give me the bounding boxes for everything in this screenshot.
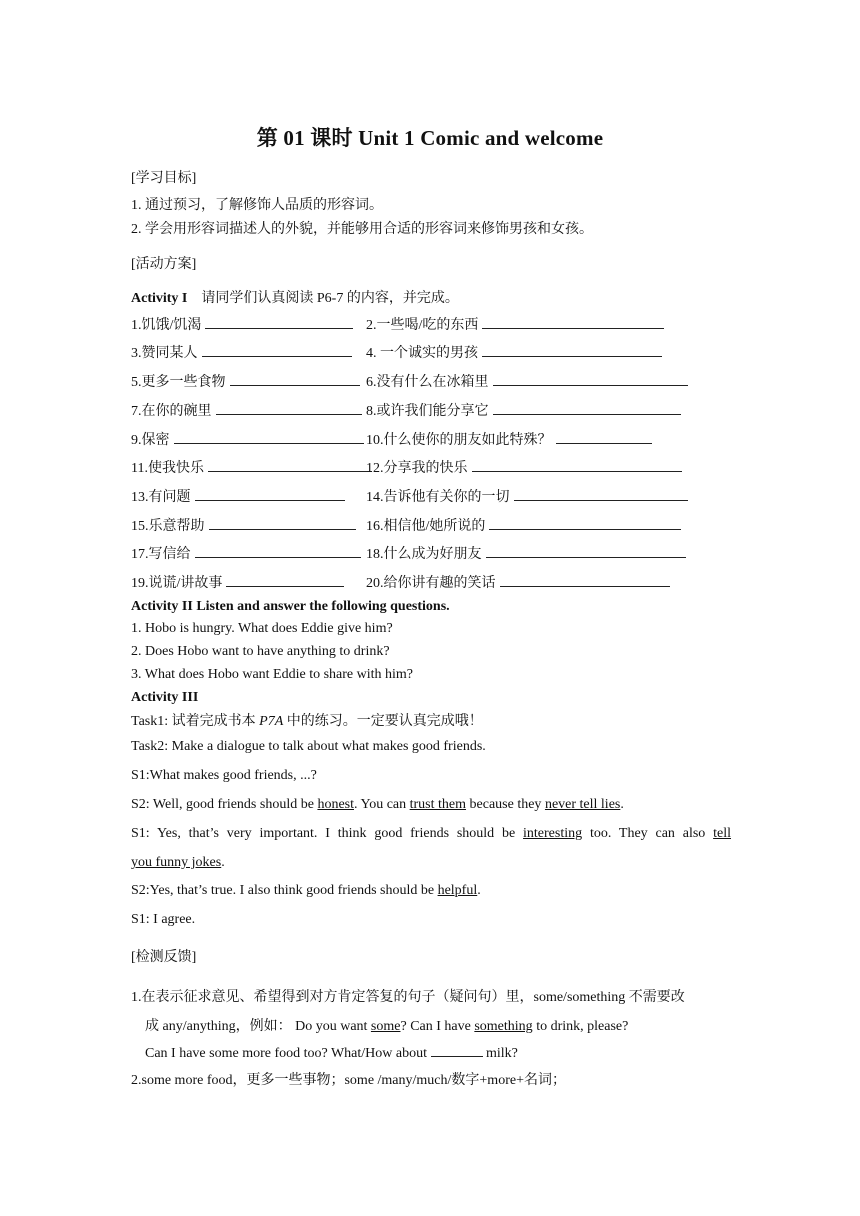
feedback-text: milk? [482, 1046, 518, 1061]
answer-blank[interactable] [482, 343, 662, 357]
feedback-1-line2 [145, 1015, 628, 1035]
vocab-prompt: 5.更多一些食物 [131, 375, 226, 390]
answer-blank[interactable] [226, 573, 344, 587]
answer-blank[interactable] [216, 401, 362, 415]
vocab-prompt: 13.有问题 [131, 490, 191, 505]
activity1-heading [131, 287, 459, 307]
vocab-item-left [131, 572, 344, 592]
vocab-prompt: 20.给你讲有趣的笑话 [366, 576, 496, 591]
dialogue-s2-line1 [131, 797, 624, 813]
vocab-prompt: 8.或许我们能分享它 [366, 404, 489, 419]
underlined-word: you funny jokes [131, 855, 222, 870]
goal-1: 1. 通过预习，了解修饰人品质的形容词。 [131, 198, 383, 213]
activity2-question-2: 2. Does Hobo want to have anything to drink? [131, 644, 390, 659]
task1-text: Task1: 试着完成书本 [131, 714, 260, 729]
answer-blank[interactable] [174, 430, 364, 444]
feedback-2: 2.some more food，更多一些事物；some /many/much/数字+more+名词； [131, 1073, 566, 1088]
answer-blank[interactable] [230, 372, 360, 386]
vocab-item-right [366, 400, 681, 420]
answer-blank[interactable] [205, 315, 353, 329]
vocab-item-left [131, 486, 345, 506]
vocab-prompt: 3.赞同某人 [131, 346, 198, 361]
task2: Task2: Make a dialogue to talk about what makes good friends. [131, 739, 486, 754]
vocab-item-left [131, 371, 360, 391]
answer-blank[interactable] [431, 1044, 483, 1057]
answer-blank[interactable] [556, 430, 652, 444]
dialogue-text: S2:Yes, that’s true. I also think good friends should be [131, 883, 438, 898]
answer-blank[interactable] [493, 372, 688, 386]
vocab-prompt: 17.写信给 [131, 547, 191, 562]
activity2-heading: Activity II Listen and answer the following questions. [131, 599, 450, 614]
vocab-item-right [366, 429, 652, 449]
feedback-1-line3 [145, 1044, 518, 1062]
dialogue-text: . [477, 883, 481, 898]
dialogue-s1-line2 [131, 826, 731, 842]
answer-blank[interactable] [195, 544, 361, 558]
dialogue-text: . You can [354, 797, 410, 812]
underlined-word: honest [317, 797, 354, 812]
task1-page-ref: P7A [259, 714, 284, 729]
dialogue-s1-line3: S1: I agree. [131, 912, 196, 927]
underlined-word: interesting [523, 826, 583, 841]
vocab-prompt: 2.一些喝/吃的东西 [366, 318, 479, 333]
dialogue-text: too. They can also [582, 826, 714, 841]
vocab-item-right [366, 457, 682, 477]
vocab-item-right [366, 371, 688, 391]
dialogue-s2-line2 [131, 883, 481, 899]
vocab-item-left [131, 457, 372, 477]
vocab-item-left [131, 400, 362, 420]
underlined-word: helpful [437, 883, 478, 898]
dialogue-text: S1: Yes, that’s very important. I think good friends should be [131, 826, 524, 841]
section-plan-heading: [活动方案] [131, 257, 197, 272]
vocab-prompt: 4. 一个诚实的男孩 [366, 346, 478, 361]
vocab-prompt: 14.告诉他有关你的一切 [366, 490, 510, 505]
activity2-question-1: 1. Hobo is hungry. What does Eddie give him? [131, 621, 393, 636]
answer-blank[interactable] [195, 487, 345, 501]
vocab-prompt: 7.在你的碗里 [131, 404, 212, 419]
feedback-text: ? Can I have [400, 1019, 475, 1034]
feedback-1-line1: 1.在表示征求意见、希望得到对方肯定答复的句子（疑问句）里，some/something 不需要改 [131, 990, 685, 1005]
dialogue-s1-line1: S1:What makes good friends, ...? [131, 768, 317, 783]
vocab-prompt: 15.乐意帮助 [131, 519, 205, 534]
answer-blank[interactable] [500, 573, 670, 587]
vocab-prompt: 1.饥饿/饥渴 [131, 318, 202, 333]
task1-text-end: 中的练习。一定要认真完成哦！ [283, 714, 483, 729]
underlined-word: something [474, 1019, 533, 1034]
vocab-item-right [366, 515, 681, 535]
vocab-prompt: 12.分享我的快乐 [366, 461, 468, 476]
vocab-item-right [366, 314, 664, 334]
vocab-item-left [131, 429, 364, 449]
vocab-item-left [131, 515, 356, 535]
underlined-word: tell [713, 826, 731, 841]
dialogue-text: because they [466, 797, 545, 812]
goal-2: 2. 学会用形容词描述人的外貌，并能够用合适的形容词来修饰男孩和女孩。 [131, 222, 593, 237]
underlined-word: never tell lies [544, 797, 621, 812]
vocab-prompt: 18.什么成为好朋友 [366, 547, 482, 562]
answer-blank[interactable] [202, 343, 352, 357]
answer-blank[interactable] [472, 458, 682, 472]
vocab-item-right [366, 543, 686, 563]
answer-blank[interactable] [514, 487, 688, 501]
activity3-heading: Activity III [131, 690, 199, 705]
dialogue-text: . [620, 797, 624, 812]
dialogue-text: S2: Well, good friends should be [131, 797, 318, 812]
vocab-item-left [131, 342, 352, 362]
vocab-item-right [366, 486, 688, 506]
task1 [131, 710, 483, 730]
dialogue-s1-line2-cont [131, 855, 225, 871]
vocab-item-right [366, 342, 662, 362]
feedback-text: 成 any/anything，例如： Do you want [145, 1019, 371, 1034]
page-title: 第 01 课时 Unit 1 Comic and welcome [256, 126, 604, 150]
underlined-word: some [370, 1019, 401, 1034]
activity1-label: Activity I [131, 291, 188, 306]
vocab-prompt: 16.相信他/她所说的 [366, 519, 486, 534]
answer-blank[interactable] [482, 315, 664, 329]
vocab-prompt: 10.什么使你的朋友如此特殊？ [366, 433, 552, 448]
feedback-text: to drink, please? [532, 1019, 629, 1034]
answer-blank[interactable] [486, 544, 686, 558]
vocab-item-left [131, 543, 361, 563]
answer-blank[interactable] [493, 401, 681, 415]
feedback-text: Can I have some more food too? What/How about [145, 1046, 431, 1061]
vocab-item-left [131, 314, 353, 334]
activity2-question-3: 3. What does Hobo want Eddie to share with him? [131, 667, 414, 682]
underlined-word: trust them [409, 797, 467, 812]
answer-blank[interactable] [208, 458, 372, 472]
activity1-instruction: 请同学们认真阅读 P6-7 的内容，并完成。 [201, 291, 459, 306]
answer-blank[interactable] [489, 516, 681, 530]
vocab-prompt: 6.没有什么在冰箱里 [366, 375, 489, 390]
dialogue-text: . [221, 855, 225, 870]
vocab-prompt: 19.说谎/讲故事 [131, 576, 223, 591]
vocab-item-right [366, 572, 670, 592]
answer-blank[interactable] [209, 516, 356, 530]
section-feedback-heading: [检测反馈] [131, 950, 197, 965]
vocab-prompt: 11.使我快乐 [131, 461, 204, 476]
section-goals-heading: [学习目标] [131, 171, 197, 186]
vocab-prompt: 9.保密 [131, 433, 170, 448]
